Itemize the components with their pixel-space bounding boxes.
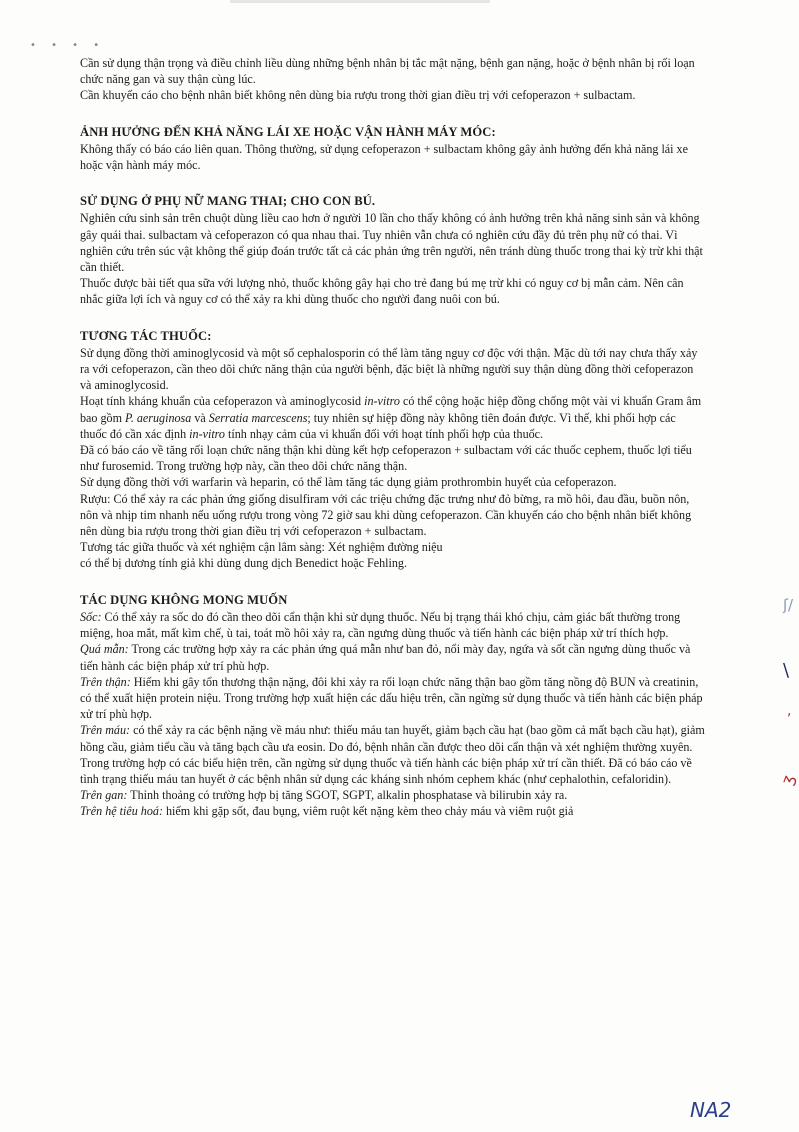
text-run: Đã có báo cáo về tăng rối loạn chức năng thận khi dùng kết hợp cefoperazon + sulbactam với các thuốc cephem, thuốc lợi tiểu như furosemid. Trong trường hợp này, cần theo dõi chức năng thận. bbox=[80, 443, 692, 474]
paragraph bbox=[80, 539, 705, 555]
italic-run: Trên máu: bbox=[80, 723, 131, 738]
paragraph bbox=[80, 803, 705, 819]
text-run: Có thể xảy ra sốc do đó cần theo dõi cẩn thận khi sử dụng thuốc. Nếu bị trạng thái khó chịu, cảm giác bất thường trong miệng, hoa mắt, mất kìm chế, ù tai, toát mồ hôi xảy ra, cần ngưng dùng thuốc và tiến hành các biện pháp xử trí thích hợp. bbox=[80, 609, 681, 641]
text-run: có thể xảy ra các bệnh nặng về máu như: thiếu máu tan huyết, giảm bạch cầu hạt (bao gồm cả mất bạch cầu hạt), giảm hồng cầu, giảm tiểu cầu và tăng bạch cầu ưa eosin. Do đó, bệnh nhân cần được theo dõi cẩn thận và xét nghiệm thường xuyên. Trong trường hợp có các biểu hiện trên, cần ngừng sử dụng thuốc và tiến hành các biện pháp xử trí cần thiết. Đã có báo cáo về tình trạng thiếu máu tan huyết ở các bệnh nhân sử dụng các kháng sinh nhóm cephem khác (như cephalothin, cefaloridin). bbox=[80, 723, 705, 786]
text-run: có thể bị dương tính giả khi dùng dung dịch Benedict hoặc Fehling. bbox=[80, 556, 407, 571]
section bbox=[80, 124, 705, 174]
text-run: Tương tác giữa thuốc và xét nghiệm cận lâm sàng: Xét nghiệm đường niệu bbox=[80, 540, 443, 555]
text-run: Cần khuyến cáo cho bệnh nhân biết không nên dùng bia rượu trong thời gian điều trị với cefoperazon + sulbactam. bbox=[80, 88, 636, 103]
paragraph bbox=[80, 609, 705, 641]
scan-dots: • • • • bbox=[30, 40, 106, 51]
text-run: Cần sử dụng thận trọng và điều chỉnh liều dùng những bệnh nhân bị tắc mật nặng, bệnh gan nặng, hoặc ở bệnh nhân bị rối loạn chức năng gan và suy thận cùng lúc. bbox=[80, 56, 695, 87]
text-run: Sử dụng đồng thời aminoglycosid và một số cephalosporin có thể làm tăng nguy cơ độc với thận. Mặc dù tới nay chưa thấy xảy ra với cefoperazon, cần theo dõi chức năng thận của người bệnh, đặc biệt là những người suy thận dùng đồng thời cefoperazon và aminoglycosid. bbox=[80, 345, 698, 393]
italic-run: Trên gan: bbox=[80, 788, 128, 803]
text-run: Nghiên cứu sinh sản trên chuột dùng liều cao hơn ở người 10 lần cho thấy không có ảnh hưởng trên khả năng sinh sản và không gây quái thai. sulbactam và cefoperazon có qua nhau thai. Tuy nhiên vẫn chưa có nghiên cứu đầy đủ trên phụ nữ có thai. Vì nghiên cứu trên súc vật không thể giúp đoán trước tất cả các phản ứng trên người, nên tránh dùng thuốc trong thai kỳ trừ khi thật cần thiết. bbox=[80, 211, 703, 275]
edge-stamp-fragment: \ bbox=[783, 660, 790, 681]
text-run: Thuốc được bài tiết qua sữa với lượng nhỏ, thuốc không gây hại cho trẻ đang bú mẹ trừ khi có nguy cơ bị mẫn cảm. Nên cân nhắc giữa lợi ích và nguy cơ có thể xảy ra khi dùng thuốc cho người đang nuôi con bú. bbox=[80, 276, 684, 307]
italic-run: in-vitro bbox=[364, 394, 400, 409]
italic-run: Serratia marcescens bbox=[208, 410, 308, 425]
text-run: có thể cộng hoặc hiệp đồng chống một vài vi khuẩn Gram âm bao gồm bbox=[80, 394, 702, 425]
section-heading: TÁC DỤNG KHÔNG MONG MUỐN bbox=[80, 592, 288, 607]
handwritten-signature: NA2 bbox=[690, 1098, 732, 1122]
paragraph bbox=[80, 345, 705, 394]
paragraph bbox=[80, 55, 705, 87]
paragraph bbox=[80, 674, 705, 723]
text-run: ; tuy nhiên sự hiệp đồng này không tiên đoán được. Vì thế, khi phối hợp các thuốc đó cần xác định bbox=[80, 410, 676, 441]
paragraph bbox=[80, 141, 705, 173]
paragraph bbox=[80, 393, 705, 442]
italic-run: Sốc: bbox=[80, 609, 102, 624]
text-run: Hoạt tính kháng khuẩn của cefoperazon và aminoglycosid bbox=[80, 394, 365, 409]
paragraph bbox=[80, 474, 705, 490]
text-run: Không thấy có báo cáo liên quan. Thông thường, sử dụng cefoperazon + sulbactam không gây ảnh hưởng đến khả năng lái xe hoặc vận hành máy móc. bbox=[80, 141, 688, 173]
edge-stamp-fragment: ʒ bbox=[777, 771, 799, 788]
paragraph bbox=[80, 442, 705, 474]
text-run: Sử dụng đồng thời với warfarin và heparin, có thể làm tăng tác dụng giảm prothrombin huyết của cefoperazon. bbox=[80, 475, 617, 490]
paragraph bbox=[80, 722, 705, 787]
italic-run: in-vitro bbox=[189, 426, 225, 441]
paragraph bbox=[80, 275, 705, 307]
paragraph bbox=[80, 787, 705, 803]
document-page bbox=[80, 55, 705, 820]
section-heading: ẢNH HƯỞNG ĐẾN KHẢ NĂNG LÁI XE HOẶC VẬN HÀNH MÁY MÓC: bbox=[80, 124, 496, 139]
section-heading: SỬ DỤNG Ở PHỤ NỮ MANG THAI; CHO CON BÚ. bbox=[80, 194, 376, 209]
text-run: Hiếm khi gây tổn thương thận nặng, đôi khi xảy ra rối loạn chức năng thận bao gồm tăng nồng độ BUN và creatinin, có thể xuất hiện protein niệu. Trong trường hợp xuất hiện các dấu hiệu trên, cần ngừng sử dụng thuốc và tiến hành các biện pháp xử trí phù hợp. bbox=[80, 674, 703, 722]
top-scan-shadow bbox=[230, 0, 490, 3]
italic-run: Quá mẫn: bbox=[80, 642, 129, 657]
italic-run: Trên hệ tiêu hoá: bbox=[80, 804, 163, 819]
paragraph bbox=[80, 210, 705, 275]
text-run: Rượu: Có thể xảy ra các phản ứng giống disulfiram với các triệu chứng đặc trưng như đỏ bừng, ra mồ hôi, đau đầu, buồn nôn, nôn và nhịp tim nhanh nếu uống rượu trong vòng 72 giờ sau khi dùng cefoperazon. Cần khuyến cáo cho bệnh nhân biết không nên dùng bia rượu trong thời gian điều trị với cefoperazon + sulbactam. bbox=[80, 491, 692, 539]
section bbox=[80, 55, 705, 104]
section bbox=[80, 328, 705, 572]
text-run: hiếm khi gặp sốt, đau bụng, viêm ruột kết nặng kèm theo chảy máu và viêm ruột giả bbox=[162, 804, 574, 819]
text-run: Thỉnh thoảng có trường hợp bị tăng SGOT, SGPT, alkalin phosphatase và bilirubin xảy ra. bbox=[127, 788, 568, 803]
paragraph bbox=[80, 641, 705, 673]
text-run: Trong các trường hợp xảy ra các phản ứng quá mẫn như ban đỏ, nổi mày đay, ngứa và sốt cần ngưng dùng thuốc và tiến hành các biện pháp xử trí phù hợp. bbox=[80, 642, 691, 673]
section bbox=[80, 592, 705, 820]
edge-stamp-fragment: , bbox=[787, 703, 792, 719]
italic-run: Trên thận: bbox=[80, 674, 131, 689]
section-heading: TƯƠNG TÁC THUỐC: bbox=[80, 328, 212, 343]
paragraph bbox=[80, 491, 705, 540]
paragraph bbox=[80, 87, 705, 103]
section bbox=[80, 193, 705, 307]
paragraph bbox=[80, 555, 705, 571]
italic-run: P. aeruginosa bbox=[125, 410, 192, 425]
edge-stamp-fragment: ʃ/ bbox=[783, 596, 794, 614]
text-run: và bbox=[191, 410, 209, 425]
text-run: tính nhạy cảm của vi khuẩn đối với hoạt tính phối hợp của thuốc. bbox=[224, 426, 544, 441]
